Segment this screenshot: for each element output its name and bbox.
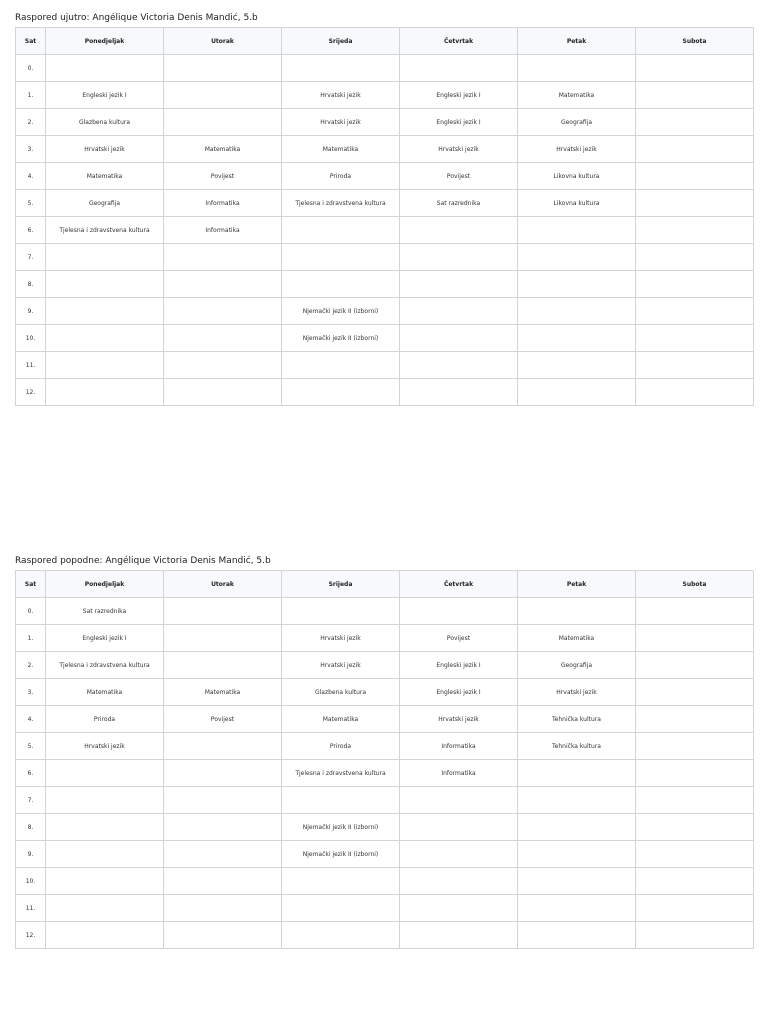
lesson-cell bbox=[400, 55, 518, 82]
lesson-cell: Njemački jezik II (izborni) bbox=[282, 325, 400, 352]
lesson-cell bbox=[282, 598, 400, 625]
lesson-cell bbox=[46, 55, 164, 82]
table-row bbox=[16, 136, 754, 163]
lesson-cell bbox=[46, 325, 164, 352]
lesson-cell bbox=[164, 109, 282, 136]
lesson-cell bbox=[636, 271, 754, 298]
lesson-cell: Matematika bbox=[164, 679, 282, 706]
period-number: 12. bbox=[16, 922, 46, 949]
lesson-cell bbox=[636, 814, 754, 841]
lesson-cell bbox=[518, 841, 636, 868]
lesson-cell: Tjelesna i zdravstvena kultura bbox=[282, 190, 400, 217]
lesson-cell bbox=[282, 55, 400, 82]
lesson-cell: Njemački jezik II (izborni) bbox=[282, 841, 400, 868]
timetable-table bbox=[15, 27, 754, 406]
table-row bbox=[16, 271, 754, 298]
lesson-cell bbox=[636, 82, 754, 109]
header-day: Srijeda bbox=[282, 28, 400, 55]
lesson-cell: Engleski jezik I bbox=[46, 625, 164, 652]
header-day: Ponedjeljak bbox=[46, 28, 164, 55]
lesson-cell bbox=[518, 922, 636, 949]
table-row bbox=[16, 244, 754, 271]
lesson-cell: Sat razrednika bbox=[400, 190, 518, 217]
table-row bbox=[16, 706, 754, 733]
lesson-cell: Matematika bbox=[518, 82, 636, 109]
lesson-cell bbox=[400, 271, 518, 298]
lesson-cell: Informatika bbox=[164, 217, 282, 244]
header-day: Ponedjeljak bbox=[46, 571, 164, 598]
lesson-cell bbox=[46, 760, 164, 787]
header-day: Petak bbox=[518, 571, 636, 598]
lesson-cell: Tehnička kultura bbox=[518, 733, 636, 760]
lesson-cell: Glazbena kultura bbox=[46, 109, 164, 136]
lesson-cell bbox=[518, 271, 636, 298]
lesson-cell bbox=[636, 379, 754, 406]
lesson-cell bbox=[518, 325, 636, 352]
period-number: 4. bbox=[16, 163, 46, 190]
table-row bbox=[16, 922, 754, 949]
table-row bbox=[16, 217, 754, 244]
lesson-cell bbox=[636, 190, 754, 217]
timetable-table bbox=[15, 570, 754, 949]
period-number: 11. bbox=[16, 352, 46, 379]
lesson-cell: Matematika bbox=[518, 625, 636, 652]
lesson-cell bbox=[46, 922, 164, 949]
lesson-cell: Priroda bbox=[282, 163, 400, 190]
lesson-cell bbox=[400, 922, 518, 949]
period-number: 8. bbox=[16, 271, 46, 298]
header-sat: Sat bbox=[16, 571, 46, 598]
lesson-cell bbox=[636, 352, 754, 379]
lesson-cell bbox=[282, 379, 400, 406]
lesson-cell: Matematika bbox=[282, 136, 400, 163]
lesson-cell bbox=[400, 379, 518, 406]
table-row bbox=[16, 352, 754, 379]
header-day: Petak bbox=[518, 28, 636, 55]
lesson-cell bbox=[636, 787, 754, 814]
lesson-cell: Njemački jezik II (izborni) bbox=[282, 298, 400, 325]
lesson-cell bbox=[636, 298, 754, 325]
lesson-cell bbox=[164, 760, 282, 787]
lesson-cell bbox=[636, 760, 754, 787]
header-day: Subota bbox=[636, 28, 754, 55]
period-number: 3. bbox=[16, 136, 46, 163]
lesson-cell: Hrvatski jezik bbox=[282, 82, 400, 109]
period-number: 6. bbox=[16, 217, 46, 244]
header-day: Subota bbox=[636, 571, 754, 598]
lesson-cell bbox=[164, 814, 282, 841]
lesson-cell bbox=[400, 895, 518, 922]
period-number: 7. bbox=[16, 787, 46, 814]
lesson-cell: Tjelesna i zdravstvena kultura bbox=[282, 760, 400, 787]
lesson-cell bbox=[636, 325, 754, 352]
lesson-cell bbox=[282, 271, 400, 298]
header-day: Utorak bbox=[164, 28, 282, 55]
table-row bbox=[16, 814, 754, 841]
table-row bbox=[16, 760, 754, 787]
lesson-cell bbox=[636, 841, 754, 868]
lesson-cell bbox=[400, 352, 518, 379]
lesson-cell bbox=[400, 814, 518, 841]
lesson-cell bbox=[636, 163, 754, 190]
table-row bbox=[16, 679, 754, 706]
lesson-cell bbox=[46, 814, 164, 841]
table-row bbox=[16, 598, 754, 625]
lesson-cell bbox=[164, 55, 282, 82]
lesson-cell: Hrvatski jezik bbox=[400, 706, 518, 733]
table-row bbox=[16, 55, 754, 82]
lesson-cell bbox=[636, 625, 754, 652]
lesson-cell bbox=[164, 379, 282, 406]
lesson-cell: Likovna kultura bbox=[518, 163, 636, 190]
lesson-cell bbox=[636, 706, 754, 733]
lesson-cell bbox=[400, 298, 518, 325]
lesson-cell bbox=[164, 652, 282, 679]
lesson-cell: Tehnička kultura bbox=[518, 706, 636, 733]
header-row bbox=[16, 28, 754, 55]
lesson-cell bbox=[518, 298, 636, 325]
morning-timetable bbox=[15, 12, 751, 406]
table-row bbox=[16, 787, 754, 814]
lesson-cell bbox=[164, 244, 282, 271]
period-number: 3. bbox=[16, 679, 46, 706]
period-number: 7. bbox=[16, 244, 46, 271]
lesson-cell bbox=[46, 298, 164, 325]
lesson-cell bbox=[518, 814, 636, 841]
lesson-cell bbox=[164, 271, 282, 298]
lesson-cell bbox=[518, 379, 636, 406]
lesson-cell: Matematika bbox=[46, 679, 164, 706]
period-number: 5. bbox=[16, 190, 46, 217]
period-number: 9. bbox=[16, 841, 46, 868]
lesson-cell bbox=[46, 868, 164, 895]
table-row bbox=[16, 733, 754, 760]
table-row bbox=[16, 625, 754, 652]
timetable-title: Raspored popodne: Angélique Victoria Denis Mandić, 5.b bbox=[15, 556, 271, 566]
lesson-cell bbox=[164, 868, 282, 895]
lesson-cell bbox=[164, 787, 282, 814]
lesson-cell: Povijest bbox=[164, 706, 282, 733]
lesson-cell bbox=[164, 325, 282, 352]
lesson-cell: Geografija bbox=[518, 652, 636, 679]
lesson-cell bbox=[400, 787, 518, 814]
lesson-cell bbox=[282, 352, 400, 379]
lesson-cell bbox=[164, 598, 282, 625]
lesson-cell: Informatika bbox=[400, 760, 518, 787]
header-day: Četvrtak bbox=[400, 571, 518, 598]
lesson-cell bbox=[282, 868, 400, 895]
lesson-cell: Povijest bbox=[400, 163, 518, 190]
lesson-cell: Hrvatski jezik bbox=[518, 136, 636, 163]
lesson-cell bbox=[400, 841, 518, 868]
lesson-cell bbox=[636, 868, 754, 895]
period-number: 10. bbox=[16, 868, 46, 895]
lesson-cell bbox=[164, 841, 282, 868]
lesson-cell: Sat razrednika bbox=[46, 598, 164, 625]
period-number: 5. bbox=[16, 733, 46, 760]
lesson-cell bbox=[282, 244, 400, 271]
timetable-title: Raspored ujutro: Angélique Victoria Denis Mandić, 5.b bbox=[15, 13, 258, 23]
lesson-cell: Glazbena kultura bbox=[282, 679, 400, 706]
table-row bbox=[16, 841, 754, 868]
lesson-cell: Hrvatski jezik bbox=[282, 625, 400, 652]
lesson-cell bbox=[46, 895, 164, 922]
lesson-cell bbox=[636, 733, 754, 760]
lesson-cell bbox=[636, 598, 754, 625]
lesson-cell bbox=[46, 379, 164, 406]
period-number: 0. bbox=[16, 55, 46, 82]
lesson-cell bbox=[636, 55, 754, 82]
lesson-cell bbox=[46, 244, 164, 271]
period-number: 2. bbox=[16, 109, 46, 136]
header-day: Srijeda bbox=[282, 571, 400, 598]
lesson-cell: Tjelesna i zdravstvena kultura bbox=[46, 217, 164, 244]
lesson-cell bbox=[636, 895, 754, 922]
lesson-cell bbox=[400, 244, 518, 271]
table-row bbox=[16, 325, 754, 352]
afternoon-timetable bbox=[15, 555, 751, 949]
lesson-cell bbox=[518, 787, 636, 814]
lesson-cell bbox=[636, 244, 754, 271]
period-number: 10. bbox=[16, 325, 46, 352]
lesson-cell: Geografija bbox=[46, 190, 164, 217]
lesson-cell: Engleski jezik I bbox=[400, 652, 518, 679]
lesson-cell: Engleski jezik I bbox=[400, 109, 518, 136]
lesson-cell bbox=[518, 217, 636, 244]
table-row bbox=[16, 895, 754, 922]
lesson-cell: Hrvatski jezik bbox=[46, 733, 164, 760]
lesson-cell: Geografija bbox=[518, 109, 636, 136]
period-number: 2. bbox=[16, 652, 46, 679]
lesson-cell: Hrvatski jezik bbox=[518, 679, 636, 706]
lesson-cell bbox=[518, 598, 636, 625]
lesson-cell: Hrvatski jezik bbox=[282, 652, 400, 679]
lesson-cell: Matematika bbox=[282, 706, 400, 733]
period-number: 12. bbox=[16, 379, 46, 406]
header-day: Utorak bbox=[164, 571, 282, 598]
period-number: 11. bbox=[16, 895, 46, 922]
lesson-cell: Povijest bbox=[400, 625, 518, 652]
lesson-cell bbox=[164, 922, 282, 949]
lesson-cell bbox=[400, 598, 518, 625]
lesson-cell: Njemački jezik II (izborni) bbox=[282, 814, 400, 841]
lesson-cell bbox=[46, 841, 164, 868]
lesson-cell bbox=[282, 922, 400, 949]
lesson-cell bbox=[164, 733, 282, 760]
lesson-cell bbox=[282, 787, 400, 814]
lesson-cell bbox=[46, 271, 164, 298]
table-row bbox=[16, 652, 754, 679]
lesson-cell bbox=[46, 352, 164, 379]
lesson-cell bbox=[164, 82, 282, 109]
table-row bbox=[16, 190, 754, 217]
lesson-cell bbox=[400, 325, 518, 352]
lesson-cell: Hrvatski jezik bbox=[46, 136, 164, 163]
lesson-cell: Priroda bbox=[46, 706, 164, 733]
lesson-cell bbox=[518, 895, 636, 922]
period-number: 1. bbox=[16, 625, 46, 652]
lesson-cell: Informatika bbox=[164, 190, 282, 217]
period-number: 6. bbox=[16, 760, 46, 787]
lesson-cell bbox=[282, 895, 400, 922]
lesson-cell: Engleski jezik I bbox=[400, 82, 518, 109]
lesson-cell bbox=[518, 244, 636, 271]
period-number: 1. bbox=[16, 82, 46, 109]
table-row bbox=[16, 868, 754, 895]
table-row bbox=[16, 379, 754, 406]
lesson-cell bbox=[164, 895, 282, 922]
lesson-cell bbox=[518, 868, 636, 895]
lesson-cell: Hrvatski jezik bbox=[400, 136, 518, 163]
table-row bbox=[16, 82, 754, 109]
period-number: 0. bbox=[16, 598, 46, 625]
lesson-cell: Priroda bbox=[282, 733, 400, 760]
table-row bbox=[16, 163, 754, 190]
lesson-cell: Povijest bbox=[164, 163, 282, 190]
lesson-cell: Matematika bbox=[46, 163, 164, 190]
lesson-cell: Informatika bbox=[400, 733, 518, 760]
lesson-cell bbox=[164, 352, 282, 379]
header-sat: Sat bbox=[16, 28, 46, 55]
lesson-cell bbox=[400, 217, 518, 244]
lesson-cell: Hrvatski jezik bbox=[282, 109, 400, 136]
lesson-cell bbox=[636, 652, 754, 679]
lesson-cell bbox=[636, 217, 754, 244]
lesson-cell bbox=[164, 625, 282, 652]
lesson-cell bbox=[164, 298, 282, 325]
table-row bbox=[16, 298, 754, 325]
table-row bbox=[16, 109, 754, 136]
lesson-cell bbox=[636, 109, 754, 136]
lesson-cell bbox=[46, 787, 164, 814]
period-number: 8. bbox=[16, 814, 46, 841]
period-number: 9. bbox=[16, 298, 46, 325]
lesson-cell bbox=[518, 352, 636, 379]
header-row bbox=[16, 571, 754, 598]
lesson-cell: Likovna kultura bbox=[518, 190, 636, 217]
lesson-cell: Matematika bbox=[164, 136, 282, 163]
lesson-cell bbox=[282, 217, 400, 244]
lesson-cell bbox=[400, 868, 518, 895]
header-day: Četvrtak bbox=[400, 28, 518, 55]
lesson-cell: Engleski jezik I bbox=[400, 679, 518, 706]
lesson-cell bbox=[636, 679, 754, 706]
lesson-cell bbox=[636, 922, 754, 949]
lesson-cell: Engleski jezik I bbox=[46, 82, 164, 109]
lesson-cell bbox=[636, 136, 754, 163]
lesson-cell bbox=[518, 760, 636, 787]
period-number: 4. bbox=[16, 706, 46, 733]
lesson-cell: Tjelesna i zdravstvena kultura bbox=[46, 652, 164, 679]
lesson-cell bbox=[518, 55, 636, 82]
